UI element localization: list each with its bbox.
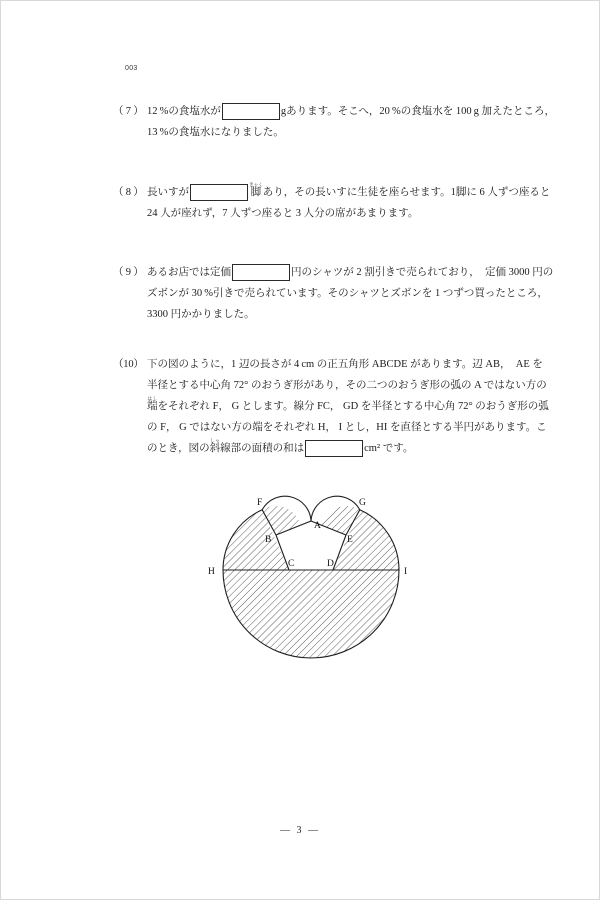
label-I: I <box>404 567 408 577</box>
problem-10-ruby-base-2: 斜 <box>209 443 221 454</box>
problem-8-number: （ 8 ） <box>113 187 144 198</box>
problem-9-text-d: 3300 円かかりました。 <box>147 309 255 320</box>
problem-10-ruby-text: はし <box>147 396 158 401</box>
problem-7-body <box>147 101 555 143</box>
hatch-semicircle <box>201 483 451 673</box>
hatched-regions <box>201 483 451 673</box>
problem-10 <box>113 354 549 459</box>
problem-10-line-5 <box>147 438 549 459</box>
problem-8-text-c: 24 人が座れず，7 人ずつ座ると 3 人分の席があまります。 <box>147 208 419 219</box>
document-code: 003 <box>125 65 138 72</box>
problem-9-answer-box[interactable] <box>232 264 290 281</box>
problem-7 <box>113 101 556 143</box>
problem-8-body <box>147 182 550 224</box>
problem-10-ruby-base: 端 <box>147 401 158 412</box>
problem-10-ruby-text-2: しゃ <box>209 438 221 443</box>
label-E: E <box>347 535 353 545</box>
problem-7-line-1 <box>147 101 555 122</box>
problem-10-number: （10） <box>113 359 144 370</box>
problem-7-line-2 <box>147 122 555 143</box>
geometry-figure <box>201 483 451 673</box>
problem-10-text-e: のとき，図の <box>147 443 210 454</box>
problem-9-text-b: 円のシャツが 2 割引きで売られており， 定価 3000 円の <box>291 267 554 278</box>
problem-10-text-c: をそれぞれ F， G とします。線分 FC， GD を半径とする中心角 72° のおうぎ形の弧 <box>157 401 549 412</box>
problem-7-answer-box[interactable] <box>222 103 280 120</box>
problem-10-ruby-hashi <box>147 396 158 417</box>
problem-10-line-4 <box>147 417 549 438</box>
label-B: B <box>265 535 272 545</box>
problem-9-text-c: ズボンが 30 %引きで売られています。そのシャツとズボンを 1 つずつ買ったところ， <box>147 288 548 299</box>
problem-10-line-3 <box>147 396 549 417</box>
problem-8-line-2 <box>147 203 550 224</box>
problem-9-text-a: あるお店では定価 <box>147 267 231 278</box>
geometry-figure-svg <box>201 483 451 673</box>
problem-9-line-3 <box>147 304 553 325</box>
label-F: F <box>257 498 263 508</box>
problem-8-ruby-text: きゃく <box>249 182 263 187</box>
problem-10-ruby-sha <box>210 438 221 459</box>
page-number: — 3 — <box>280 825 320 836</box>
problem-8-line-1 <box>147 182 550 203</box>
problem-8-ruby-kyaku <box>249 182 263 203</box>
problem-7-text-c: 13 %の食塩水になりました。 <box>147 127 284 138</box>
problem-8-text-a: 長いすが <box>147 187 189 198</box>
problem-10-text-a: 下の図のように，1 辺の長さが 4 cm の正五角形 ABCDE があります。辺 AB， AE を <box>147 359 543 370</box>
problem-9-body <box>147 262 553 325</box>
problem-9-number: （ 9 ） <box>113 267 144 278</box>
problem-7-text-b: gあります。そこへ，20 %の食塩水を 100 g 加えたところ， <box>280 106 556 117</box>
problem-9 <box>113 262 554 325</box>
problem-9-line-1 <box>147 262 553 283</box>
problem-8-answer-box[interactable] <box>190 184 248 201</box>
problem-10-text-d: の F， G ではない方の端をそれぞれ H， I とし，HI を直径とする半円があります。こ <box>147 422 547 433</box>
problem-7-text-a: 12 %の食塩水が <box>147 106 221 117</box>
problem-8-ruby-base: 脚 <box>249 187 263 198</box>
label-C: C <box>288 559 295 569</box>
problem-10-text-f: 線部の面積の和は <box>220 443 305 454</box>
problem-8-text-b: あり，その長いすに生徒を座らせます。1脚に 6 人ずつ座ると <box>262 187 551 198</box>
problem-10-line-1 <box>147 354 549 375</box>
label-G: G <box>359 498 366 508</box>
label-D: D <box>327 559 334 569</box>
problem-10-text-g: cm² です。 <box>364 443 414 454</box>
problem-8 <box>113 182 551 224</box>
label-A: A <box>314 521 321 531</box>
label-H: H <box>208 567 215 577</box>
problem-9-line-2 <box>147 283 553 304</box>
problem-10-text-b: 半径とする中心角 72° のおうぎ形があり，その二つのおうぎ形の弧の A ではない方の <box>147 380 547 391</box>
problem-10-line-2 <box>147 375 549 396</box>
problem-10-body <box>147 354 549 459</box>
problem-10-answer-box[interactable] <box>305 440 363 457</box>
problem-7-number: （ 7 ） <box>113 106 144 117</box>
